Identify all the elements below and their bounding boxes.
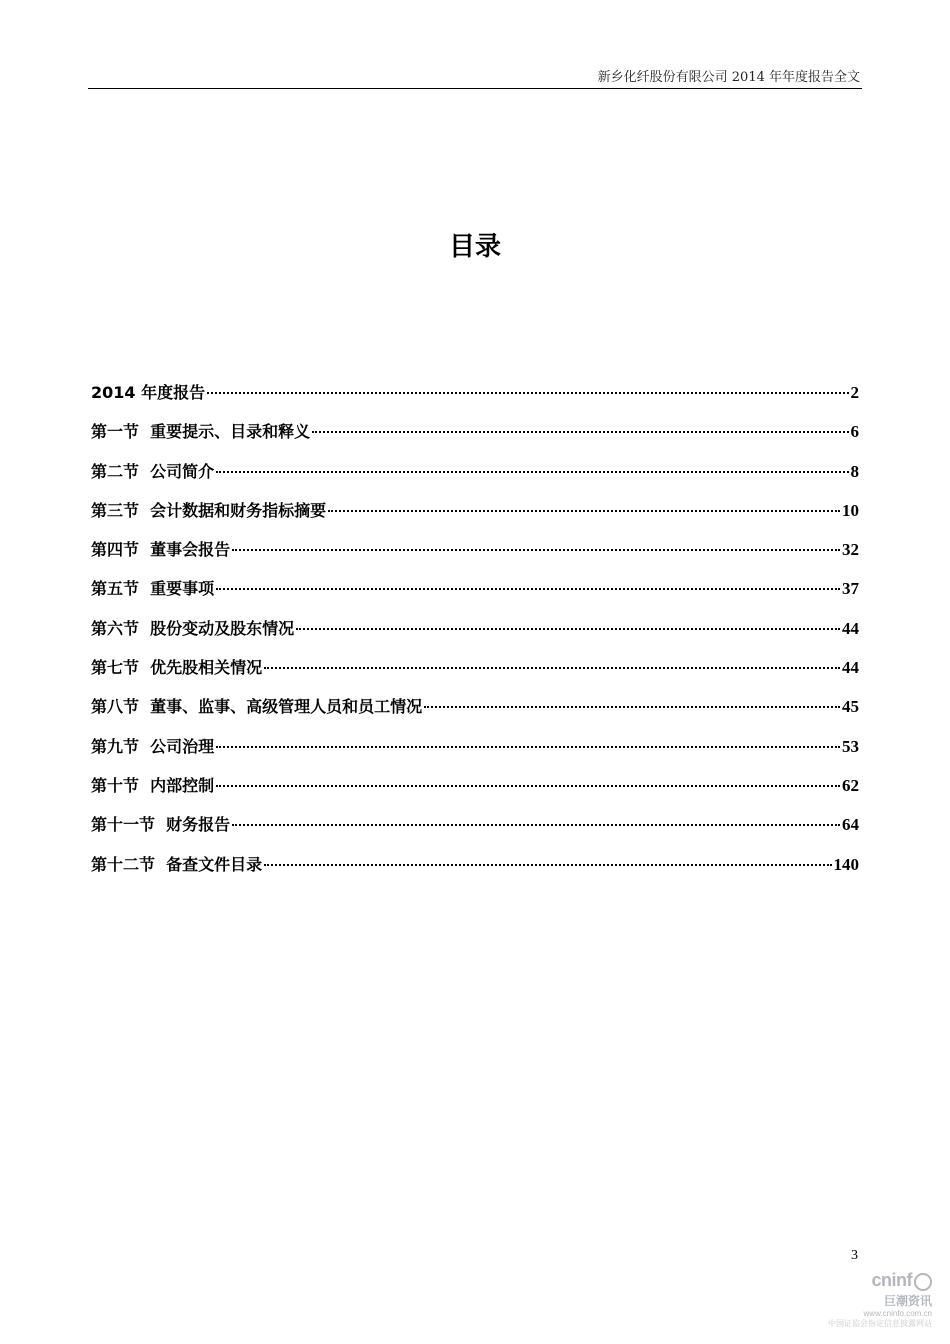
toc-entry[interactable] <box>91 537 859 576</box>
toc-entry-page: 32 <box>842 540 859 560</box>
toc-entry[interactable] <box>91 419 859 458</box>
toc-entry[interactable] <box>91 734 859 773</box>
toc-entry-label: 第十二节 备查文件目录 <box>91 854 263 874</box>
toc-entry[interactable] <box>91 812 859 851</box>
toc-entry-page: 140 <box>833 854 859 874</box>
toc-entry-page: 8 <box>850 461 859 481</box>
page-title: 目录 <box>448 232 501 262</box>
toc-leader-dots <box>216 471 848 473</box>
toc-entry-page: 2 <box>850 383 859 402</box>
toc-leader-dots <box>207 392 848 394</box>
toc-leader-dots <box>296 628 840 630</box>
toc-leader-dots <box>264 864 831 866</box>
toc-entry-label: 第九节 公司治理 <box>91 736 215 756</box>
toc-entry-page: 44 <box>842 618 859 638</box>
toc-leader-dots <box>312 431 848 433</box>
toc-entry-label: 第四节 董事会报告 <box>91 540 231 560</box>
toc-entry[interactable] <box>91 694 859 733</box>
toc-entry-label: 第一节 重要提示、目录和释义 <box>91 422 311 442</box>
toc-entry-page: 37 <box>842 579 859 599</box>
toc-entry-page: 62 <box>842 775 859 795</box>
toc-entry-page: 10 <box>842 500 859 520</box>
toc-leader-dots <box>232 549 840 551</box>
toc-entry-label: 第三节 会计数据和财务指标摘要 <box>91 500 327 520</box>
toc-leader-dots <box>264 667 840 669</box>
toc-entry[interactable] <box>91 498 859 537</box>
watermark-url: www.cninfo.com.cn <box>863 1309 932 1318</box>
watermark-name: 巨潮资讯 <box>883 1294 932 1308</box>
toc-list <box>91 380 859 891</box>
cninfo-watermark <box>812 1270 932 1336</box>
toc-leader-dots <box>216 785 840 787</box>
toc-leader-dots <box>216 746 840 748</box>
toc-leader-dots <box>328 510 840 512</box>
toc-entry-label: 第五节 重要事项 <box>91 579 215 599</box>
toc-entry-page: 53 <box>842 736 859 756</box>
watermark-logo: cninf <box>871 1270 912 1290</box>
toc-entry-page: 64 <box>842 815 859 835</box>
toc-entry[interactable] <box>91 655 859 694</box>
toc-entry[interactable] <box>91 852 859 891</box>
toc-entry-label: 第八节 董事、监事、高级管理人员和员工情况 <box>91 697 423 717</box>
toc-entry-label: 第十一节 财务报告 <box>91 815 231 835</box>
toc-entry[interactable] <box>91 459 859 498</box>
header-divider <box>88 88 862 89</box>
toc-entry[interactable] <box>91 773 859 812</box>
toc-entry-label: 第十节 内部控制 <box>91 775 215 795</box>
toc-entry-page: 44 <box>842 658 859 678</box>
toc-entry-page: 6 <box>850 422 859 442</box>
toc-leader-dots <box>232 824 840 826</box>
header-title: 新乡化纤股份有限公司 2014 年年度报告全文 <box>597 70 860 85</box>
toc-entry-label: 第六节 股份变动及股东情况 <box>91 618 295 638</box>
watermark-site: 中国证监会指定信息披露网站 <box>828 1319 932 1328</box>
toc-entry[interactable] <box>91 576 859 615</box>
toc-entry[interactable] <box>91 616 859 655</box>
toc-leader-dots <box>216 588 840 590</box>
toc-entry[interactable] <box>91 380 859 419</box>
swirl-logo-icon <box>914 1273 932 1291</box>
toc-entry-page: 45 <box>842 697 859 717</box>
toc-entry-label: 第七节 优先股相关情况 <box>91 658 263 678</box>
page-number: 3 <box>851 1248 858 1263</box>
toc-leader-dots <box>424 706 840 708</box>
toc-entry-label: 第二节 公司简介 <box>91 461 215 481</box>
toc-entry-label: 2014 年度报告 <box>91 383 206 402</box>
